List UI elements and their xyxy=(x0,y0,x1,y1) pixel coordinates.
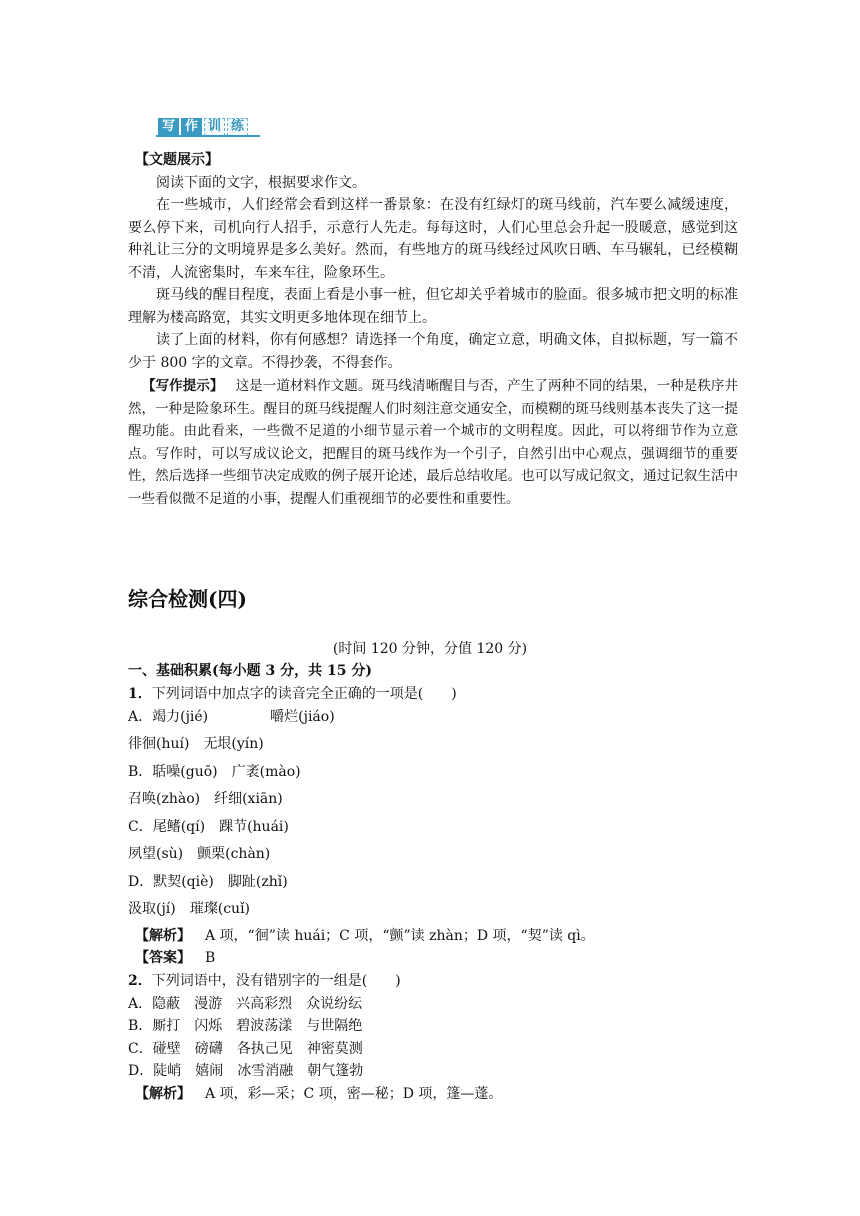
writing-hint xyxy=(128,375,738,511)
option-item: D．默契(qiè) xyxy=(128,874,214,890)
option-line xyxy=(128,871,738,893)
option-item: B．聒噪(guō) xyxy=(128,764,218,780)
option-item: C．尾鳍(qí) xyxy=(128,819,206,835)
option-line xyxy=(128,843,738,865)
prompt-heading: 【文题展示】 xyxy=(135,152,219,168)
banner-char: 作 xyxy=(181,118,202,136)
option-line xyxy=(128,733,738,755)
option-line: A．隐蔽 漫游 兴高彩烈 众说纷纭 xyxy=(128,996,363,1012)
question-1-stem xyxy=(128,683,738,705)
section-heading: 一、基础积累(每小题 3 分，共 15 分) xyxy=(128,663,372,679)
banner-char: 训 xyxy=(204,118,225,136)
option-item: 无垠(yín) xyxy=(203,736,264,752)
analysis-text: A 项，彩—采；C 项，密—秘；D 项，篷—蓬。 xyxy=(205,1086,503,1102)
writing-hint-label: 【写作提示】 xyxy=(142,378,224,394)
prompt-paragraph: 在一些城市，人们经常会看到这样一番景象：在没有红绿灯的斑马线前，汽车要么减缓速度，要么停下来，司机向行人招手，示意行人先走。每每这时，人们心里总会升起一股暖意，感觉到这种礼让三分的文明境界是多么美好。然而，有些地方的斑马线经过风吹日晒、车马辗轧，已经模糊不清，人流密集时，车来车往，险象环生。 xyxy=(128,197,738,281)
option-item: 召唤(zhào) xyxy=(128,791,201,807)
prompt-paragraph: 斑马线的醒目程度，表面上看是小事一桩，但它却关乎着城市的脸面。很多城市把文明的标准理解为楼高路宽，其实文明更多地体现在细节上。 xyxy=(128,287,738,326)
analysis-text: A 项，“徊”读 huái；C 项，“颤”读 zhàn；D 项，“契”读 qì。 xyxy=(205,928,595,944)
analysis-line xyxy=(135,1083,745,1105)
option-item: 广袤(mào) xyxy=(231,764,301,780)
analysis-label: 【解析】 xyxy=(135,1086,191,1102)
option-item: 纤细(xiān) xyxy=(214,791,283,807)
prompt-paragraph: 读了上面的材料，你有何感想？请选择一个角度，确定立意，明确文体，自拟标题，写一篇不少于 800 字的文章。不得抄袭，不得套作。 xyxy=(128,332,738,371)
test-meta: (时间 120 分钟，分值 120 分) xyxy=(332,641,528,657)
option-item: 嚼烂(jiáo) xyxy=(270,709,335,725)
option-item: 夙望(sù) xyxy=(128,846,184,862)
writing-hint-text: 这是一道材料作文题。斑马线清晰醒目与否，产生了两种不同的结果，一种是秩序井然，一种是险象环生。醒目的斑马线提醒人们时刻注意交通安全，而模糊的斑马线则基本丧失了这一提醒功能。由此看来，一些微不足道的小细节显示着一个城市的文明程度。因此，可以将细节作为立意点。写作时，可以写成议论文，把醒目的斑马线作为一个引子，自然引出中心观点，强调细节的重要性，然后选择一些细节决定成败的例子展开论述，最后总结收尾。也可以写成记叙文，通过记叙生活中一些看似微不足道的小事，提醒人们重视细节的必要性和重要性。 xyxy=(128,378,739,507)
option-item: 颤栗(chàn) xyxy=(197,846,271,862)
section-banner xyxy=(158,116,250,138)
analysis-line xyxy=(135,925,745,947)
prompt-instruction: 阅读下面的文字，根据要求作文。 xyxy=(156,175,366,191)
option-item: 璀璨(cuǐ) xyxy=(189,901,251,917)
option-line xyxy=(128,761,738,783)
banner-char: 练 xyxy=(227,118,248,136)
option-line xyxy=(128,706,738,728)
banner-underline xyxy=(156,135,260,137)
question-number: 2． xyxy=(128,973,152,989)
question-number: 1． xyxy=(128,686,152,702)
option-line xyxy=(128,898,738,920)
answer-text: B xyxy=(205,950,216,966)
option-line: B．厮打 闪烁 碧波荡漾 与世隔绝 xyxy=(128,1018,363,1034)
option-line xyxy=(128,788,738,810)
option-line: C．碰壁 磅礴 各执己见 神密莫测 xyxy=(128,1041,363,1057)
question-text: 下列词语中，没有错别字的一组是( ) xyxy=(151,973,401,989)
question-text: 下列词语中加点字的读音完全正确的一项是( ) xyxy=(151,686,457,702)
option-item: A．竭力(jié) xyxy=(128,709,209,725)
option-item: 汲取(jí) xyxy=(128,901,176,917)
option-item: 踝节(huái) xyxy=(219,819,289,835)
option-line xyxy=(128,816,738,838)
question-2-stem xyxy=(128,970,738,992)
answer-label: 【答案】 xyxy=(135,950,191,966)
analysis-label: 【解析】 xyxy=(135,928,191,944)
answer-line xyxy=(135,947,745,969)
banner-char: 写 xyxy=(158,118,179,136)
option-line: D．陡峭 嬉闹 冰雪消融 朝气篷勃 xyxy=(128,1063,364,1079)
option-item: 徘徊(huí) xyxy=(128,736,190,752)
option-item: 脚趾(zhǐ) xyxy=(227,874,288,890)
test-title: 综合检测(四) xyxy=(128,587,247,611)
